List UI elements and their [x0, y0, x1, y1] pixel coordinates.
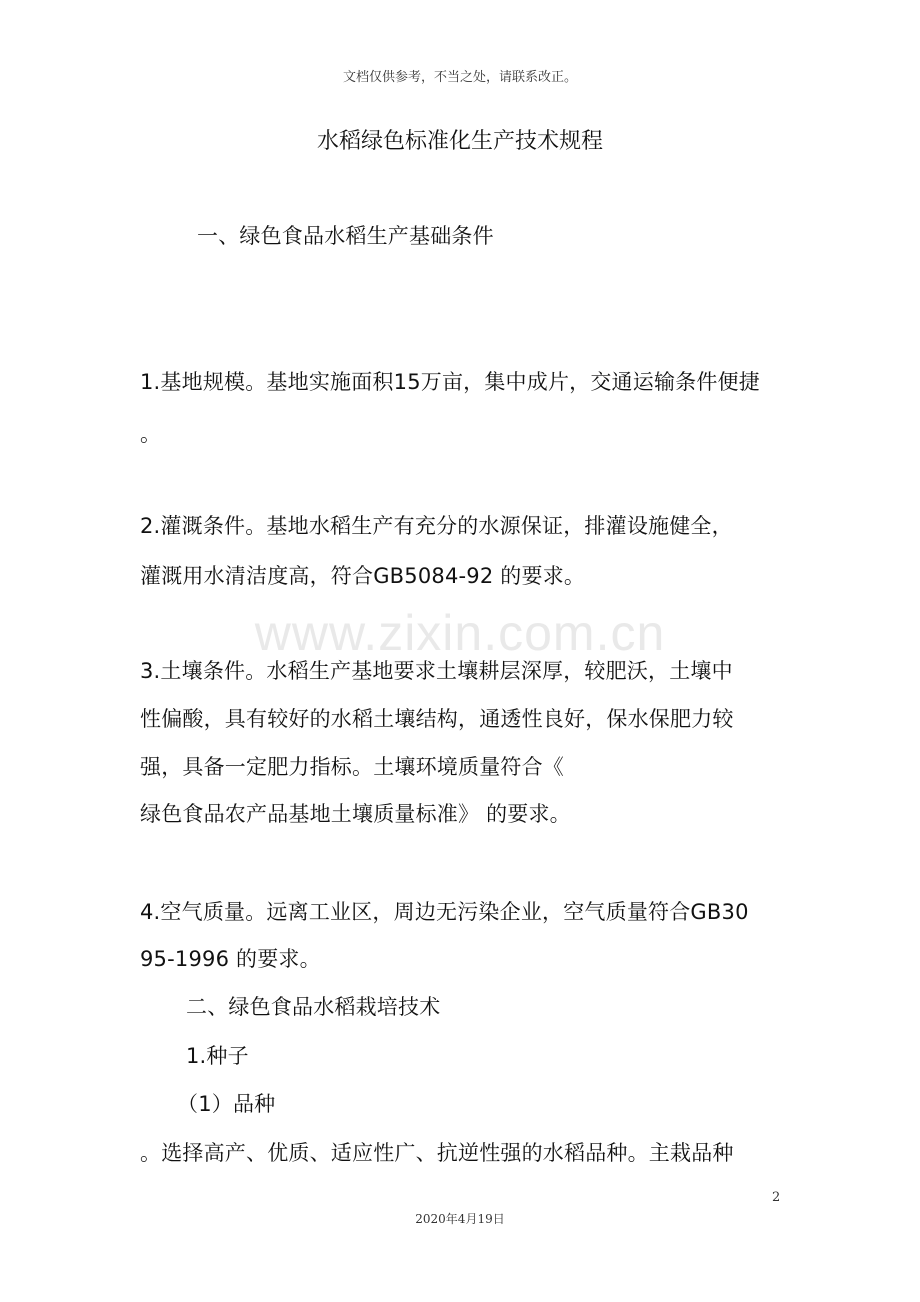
- watermark: www.zixin.com.cn: [254, 605, 666, 661]
- item-1-line-2: 。: [140, 422, 162, 446]
- item-3-line-3: 强，具备一定肥力指标。土壤环境质量符合《: [140, 755, 564, 779]
- item-2-line-2: 灌溉用水清洁度高，符合GB5084-92 的要求。: [140, 564, 586, 588]
- item-4-line-2: 95-1996 的要求。: [140, 947, 321, 971]
- page-number: 2: [772, 1190, 781, 1205]
- sub-heading-variety: （1）品种: [177, 1092, 276, 1116]
- item-1-line-1: 1.基地规模。基地实施面积15万亩，集中成片，交通运输条件便捷: [140, 370, 760, 394]
- item-3-line-1: 3.土壤条件。水稻生产基地要求土壤耕层深厚，较肥沃，土壤中: [140, 659, 733, 683]
- document-title: 水稻绿色标准化生产技术规程: [316, 129, 603, 154]
- header-note: 文档仅供参考，不当之处，请联系改正。: [342, 70, 577, 85]
- item-2-line-1: 2.灌溉条件。基地水稻生产有充分的水源保证，排灌设施健全，: [140, 514, 733, 538]
- variety-text-line: 。选择高产、优质、适应性广、抗逆性强的水稻品种。主栽品种: [140, 1141, 734, 1165]
- footer-date: 2020年4月19日: [415, 1212, 505, 1226]
- item-3-line-2: 性偏酸，具有较好的水稻土壤结构，通透性良好，保水保肥力较: [140, 707, 734, 731]
- sub-heading-seed: 1.种子: [186, 1044, 249, 1068]
- section-1-heading: 一、绿色食品水稻生产基础条件: [197, 224, 494, 248]
- item-3-line-4: 绿色食品农产品基地土壤质量标准》 的要求。: [140, 802, 571, 826]
- section-2-heading: 二、绿色食品水稻栽培技术: [186, 995, 441, 1019]
- item-4-line-1: 4.空气质量。远离工业区，周边无污染企业，空气质量符合GB30: [140, 900, 749, 924]
